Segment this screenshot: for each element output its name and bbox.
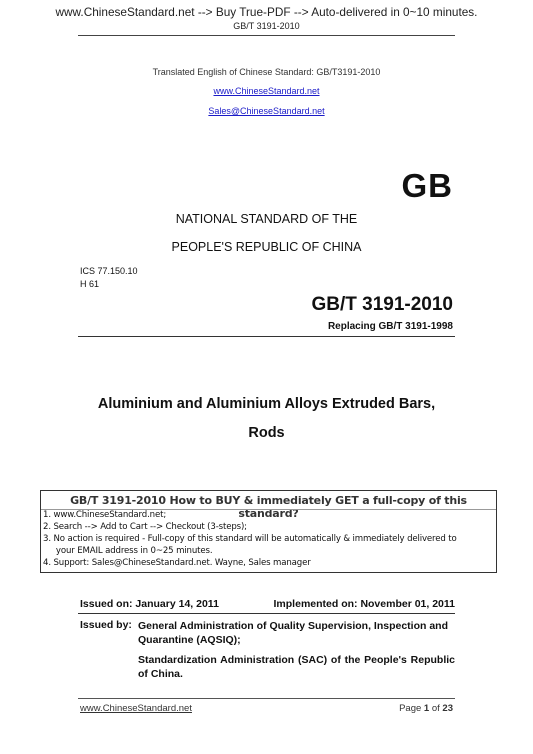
buy-step-1[interactable]: 1. www.ChineseStandard.net; bbox=[43, 510, 167, 520]
header-divider bbox=[78, 35, 455, 36]
issued-by-aqsiq: General Administration of Quality Supervision, Inspection and Quarantine (AQSIQ); bbox=[138, 620, 448, 646]
gb-mark: GB bbox=[401, 167, 453, 204]
page-indicator bbox=[399, 703, 453, 714]
header-banner: www.ChineseStandard.net --> Buy True-PDF --> Auto-delivered in 0~10 minutes. bbox=[55, 5, 478, 19]
replacing-note: Replacing GB/T 3191-1998 bbox=[327, 321, 453, 332]
ics-code: ICS 77.150.10 bbox=[80, 266, 138, 276]
h-code: H 61 bbox=[80, 279, 100, 289]
national-standard-line2: PEOPLE'S REPUBLIC OF CHINA bbox=[171, 240, 362, 254]
page-mid: of bbox=[429, 703, 443, 714]
standard-divider bbox=[78, 336, 455, 337]
issued-by-sac: Standardization Administration (SAC) of the People's Republic of China. bbox=[138, 654, 455, 680]
buy-step-2: 2. Search --> Add to Cart --> Checkout (3-steps); bbox=[43, 522, 247, 532]
implemented-on-date: Implemented on: November 01, 2011 bbox=[273, 598, 455, 610]
email-link[interactable]: Sales@ChineseStandard.net bbox=[208, 106, 325, 116]
issued-on-date: Issued on: January 14, 2011 bbox=[80, 598, 219, 610]
how-to-buy-box bbox=[40, 490, 497, 573]
document-title-line2: Rods bbox=[248, 425, 285, 441]
footer-divider bbox=[78, 698, 455, 699]
issued-by-label: Issued by: bbox=[80, 619, 132, 631]
buy-step-3-cont: your EMAIL address in 0~25 minutes. bbox=[43, 546, 213, 556]
standard-number: GB/T 3191-2010 bbox=[311, 294, 453, 315]
dates-divider bbox=[78, 613, 455, 614]
translation-note: Translated English of Chinese Standard: GB/T3191-2010 bbox=[152, 67, 381, 77]
website-link[interactable]: www.ChineseStandard.net bbox=[213, 86, 320, 96]
page-current: 1 bbox=[423, 703, 430, 714]
national-standard-line1: NATIONAL STANDARD OF THE bbox=[175, 212, 358, 226]
document-title-line1: Aluminium and Aluminium Alloys Extruded Bars, bbox=[97, 396, 436, 412]
page-prefix: Page bbox=[399, 703, 424, 714]
buy-step-4: 4. Support: Sales@ChineseStandard.net. Wayne, Sales manager bbox=[43, 558, 311, 568]
footer-website-link[interactable]: www.ChineseStandard.net bbox=[80, 703, 192, 714]
header-standard-code: GB/T 3191-2010 bbox=[233, 21, 300, 31]
page-total: 23 bbox=[442, 703, 453, 714]
how-to-buy-title: GB/T 3191-2010 How to BUY & immediately GET a full-copy of this standard? bbox=[70, 494, 467, 520]
buy-step-3: 3. No action is required - Full-copy of this standard will be automatically & immediately delivered to bbox=[43, 534, 457, 544]
